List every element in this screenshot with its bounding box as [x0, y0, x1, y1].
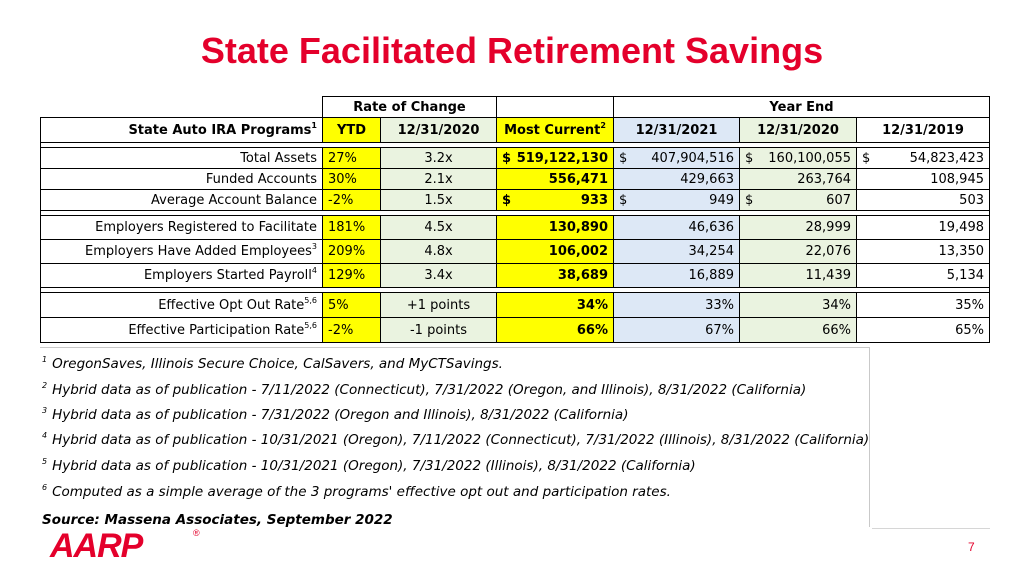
footer-divider [872, 528, 990, 529]
table-row: Employers Have Added Employees$^3$ 209% 4.8x 106,002 34,254 22,076 13,350 [41, 240, 990, 264]
footnote-item: $^5$ Hybrid data as of publication - 10/31/2021 (Oregon), 7/31/2022 (Illinois), 8/31/2022 (California) [42, 457, 696, 474]
ye-2019-column-header: 12/31/2019 [857, 118, 990, 143]
table-row: Effective Opt Out Rate$^{5,6}$ 5% +1 points 34% 33% 34% 35% [41, 293, 990, 318]
most-current-column-header: Most Current$^2$ [497, 118, 614, 143]
footnote-item: $^2$ Hybrid data as of publication - 7/11/2022 (Connecticut), 7/31/2022 (Oregon, and Illinois), 8/31/2022 (California) [42, 381, 807, 398]
year-end-header: Year End [614, 97, 990, 118]
footnote-item: $^3$ Hybrid data as of publication - 7/31/2022 (Oregon and Illinois), 8/31/2022 (California) [42, 406, 629, 423]
rate-of-change-header: Rate of Change [323, 97, 497, 118]
table-row: Funded Accounts 30% 2.1x 556,471 429,663 263,764 108,945 [41, 169, 990, 190]
footnotes-box [40, 347, 870, 527]
retirement-savings-table [40, 96, 990, 343]
group-header-row [41, 97, 990, 118]
table-row: Average Account Balance -2% 1.5x $ 933 $ 949 $ 607 503 [41, 190, 990, 211]
footnote-item: $^6$ Computed as a simple average of the 3 programs' effective opt out and participation rates. [42, 483, 671, 500]
footnote-item: $^1$ OregonSaves, Illinois Secure Choice, CalSavers, and MyCTSavings. [42, 355, 503, 372]
program-column-header: State Auto IRA Programs$^1$ [41, 118, 323, 143]
column-header-row [41, 118, 990, 143]
page-number: 7 [968, 540, 975, 554]
rate-2020-column-header: 12/31/2020 [381, 118, 497, 143]
table-row: Employers Started Payroll$^4$ 129% 3.4x 38,689 16,889 11,439 5,134 [41, 264, 990, 288]
table-row: Total Assets 27% 3.2x $ 519,122,130 $ 407,904,516 $ 160,100,055 $ 54,823,423 [41, 148, 990, 169]
ytd-column-header: YTD [323, 118, 381, 143]
source-note: Source: Massena Associates, September 2022 [42, 512, 393, 528]
aarp-logo: AARP ® [50, 527, 200, 565]
table-row: Employers Registered to Facilitate 181% 4.5x 130,890 46,636 28,999 19,498 [41, 216, 990, 240]
table-row: Effective Participation Rate$^{5,6}$ -2% -1 points 66% 67% 66% 65% [41, 318, 990, 343]
ye-2020-column-header: 12/31/2020 [740, 118, 857, 143]
page-title: State Facilitated Retirement Savings [200, 30, 824, 71]
ye-2021-column-header: 12/31/2021 [614, 118, 740, 143]
footnote-item: $^4$ Hybrid data as of publication - 10/31/2021 (Oregon), 7/11/2022 (Connecticut), 7/31/2022 (Illinois), 8/31/2022 (California) [42, 431, 870, 448]
